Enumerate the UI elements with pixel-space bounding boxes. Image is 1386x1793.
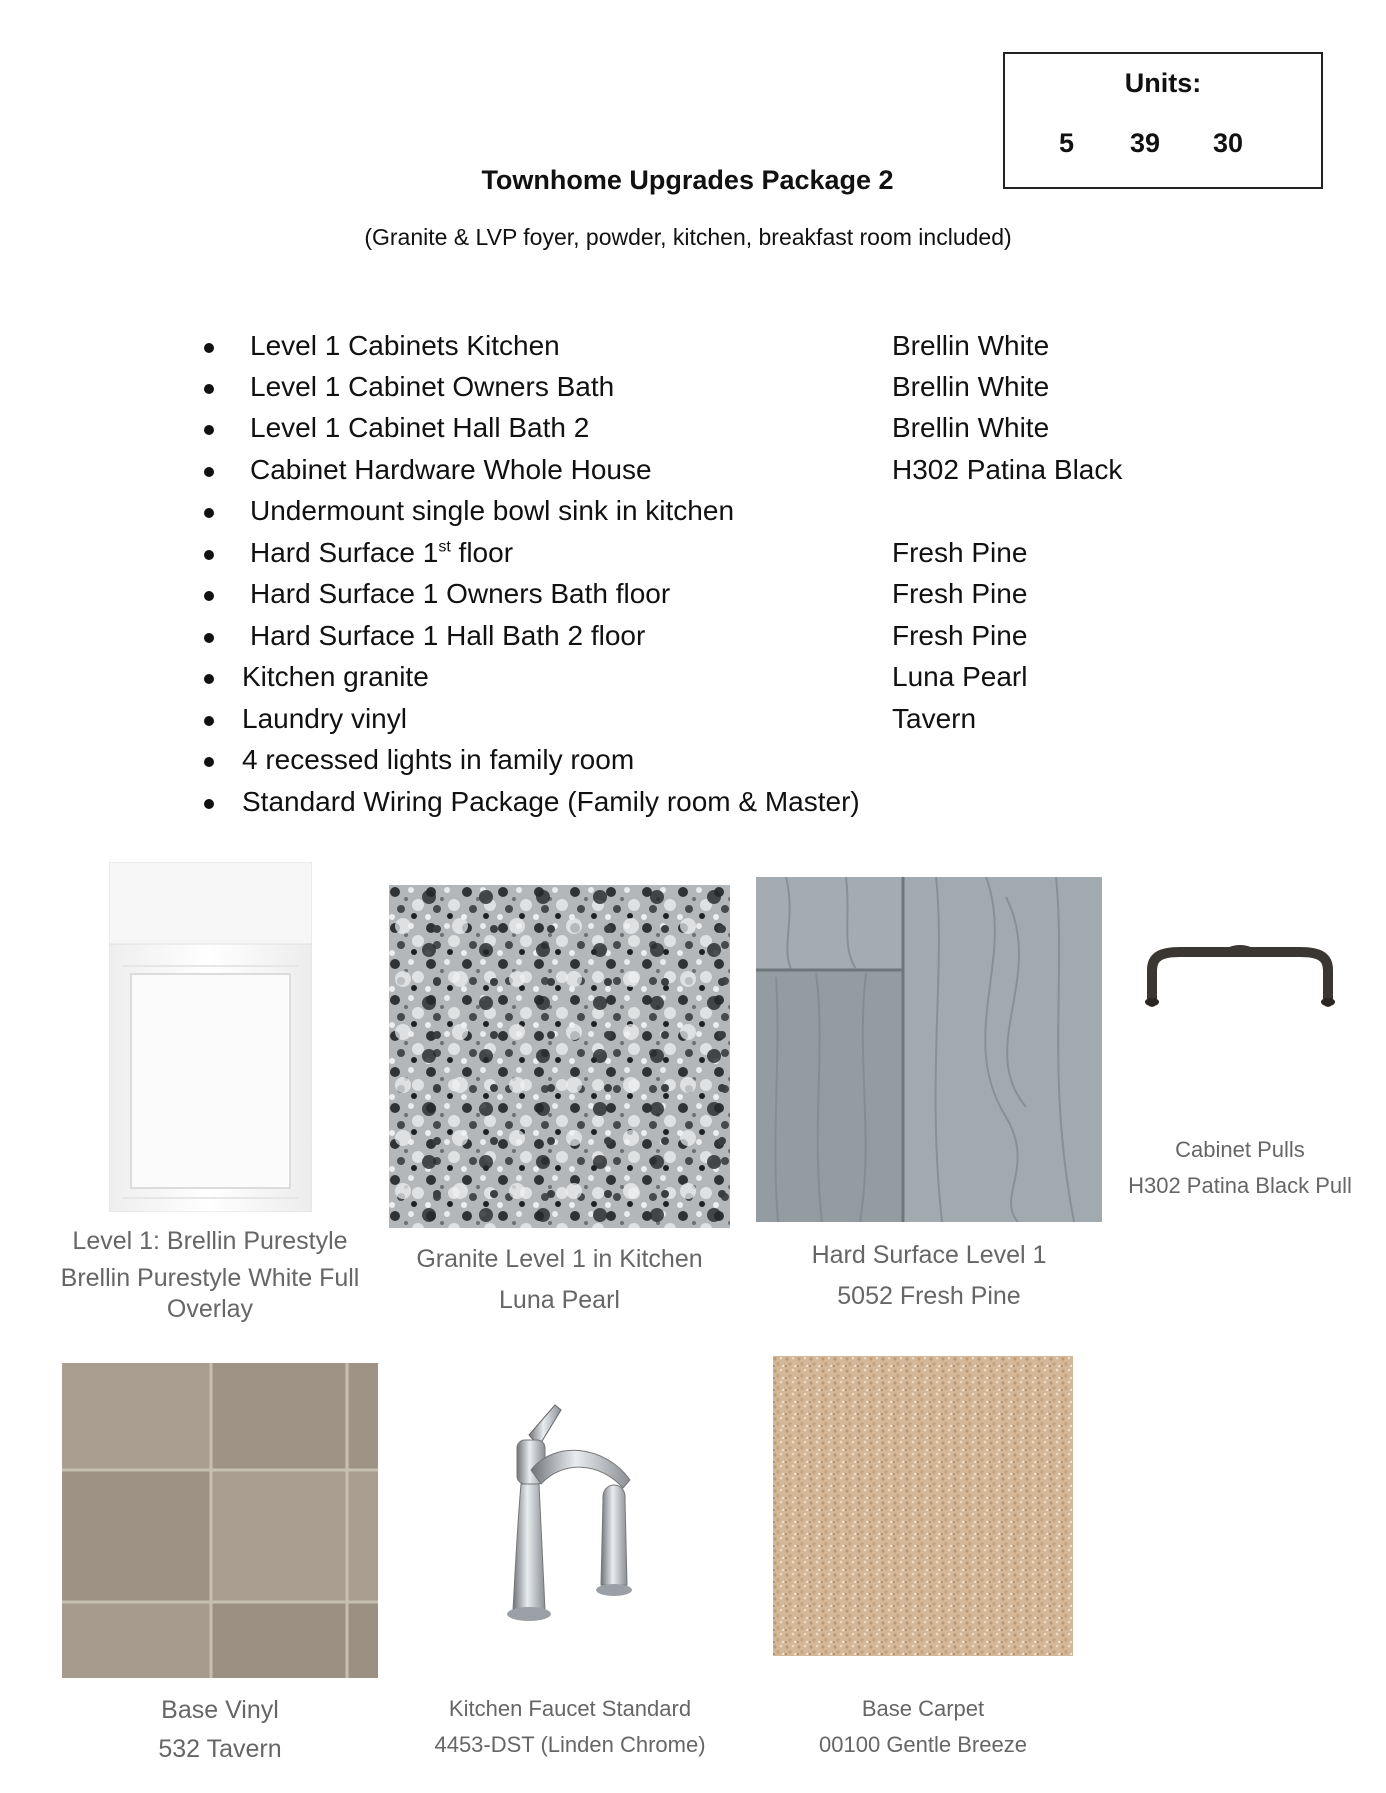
spec-row: [0, 371, 1386, 411]
spec-value: Brellin White: [892, 371, 1050, 402]
spec-item: Standard Wiring Package (Family room & Master): [242, 786, 860, 817]
spec-value: Fresh Pine: [892, 578, 1028, 609]
page-title: Townhome Upgrades Package 2: [481, 165, 894, 195]
spec-value: Brellin White: [892, 330, 1050, 361]
spec-row: [0, 703, 1386, 743]
cabinet-pulls-caption: [1120, 1136, 1360, 1200]
faucet-caption: [420, 1695, 720, 1759]
caption-line: Cabinet Pulls: [1175, 1137, 1305, 1162]
spec-item: Level 1 Cabinet Hall Bath 2: [250, 412, 590, 443]
caption-line: Base Vinyl: [161, 1696, 279, 1724]
bullet-icon: [204, 425, 214, 435]
caption-line: Granite Level 1 in Kitchen: [416, 1245, 703, 1273]
unit-value: 30: [1213, 128, 1244, 158]
caption-line: 5052 Fresh Pine: [837, 1282, 1021, 1310]
spec-value: Fresh Pine: [892, 537, 1028, 568]
bullet-icon: [204, 633, 214, 643]
spec-item: Hard Surface 1 Owners Bath floor: [250, 578, 671, 609]
bullet-icon: [204, 467, 214, 477]
page-subtitle: (Granite & LVP foyer, powder, kitchen, breakfast room included): [364, 224, 1012, 250]
cabinet-pull-image: [1140, 940, 1340, 1010]
unit-value: 39: [1130, 128, 1161, 158]
bullet-icon: [204, 508, 214, 518]
caption-line: H302 Patina Black Pull: [1128, 1173, 1352, 1198]
spec-item: Kitchen granite: [242, 661, 429, 692]
spec-item: Cabinet Hardware Whole House: [250, 454, 652, 485]
granite-caption: [389, 1244, 730, 1316]
spec-item: Hard Surface 1 Hall Bath 2 floor: [250, 620, 646, 651]
bullet-icon: [204, 799, 214, 809]
cabinet-caption: [40, 1226, 380, 1325]
cabinet-door-image: [109, 862, 312, 1212]
caption-line: Brellin Purestyle White Full: [60, 1264, 360, 1292]
spec-value: Tavern: [892, 703, 977, 734]
spec-row: [0, 786, 1386, 826]
bullet-icon: [204, 384, 214, 394]
caption-line: Hard Surface Level 1: [811, 1241, 1047, 1269]
vinyl-caption: [62, 1695, 378, 1765]
bullet-icon: [204, 757, 214, 767]
caption-line: Overlay: [166, 1295, 254, 1323]
spec-item: Laundry vinyl: [242, 703, 407, 734]
spec-row: [0, 412, 1386, 452]
bullet-icon: [204, 550, 214, 560]
spec-row: [0, 454, 1386, 494]
spec-item: Level 1 Cabinets Kitchen: [250, 330, 560, 361]
spec-row: [0, 537, 1386, 577]
caption-line: Kitchen Faucet Standard: [448, 1696, 692, 1721]
bullet-icon: [204, 343, 214, 353]
carpet-caption: [773, 1695, 1073, 1759]
spec-row: [0, 620, 1386, 660]
spec-item: 4 recessed lights in family room: [242, 744, 635, 775]
spec-row: [0, 495, 1386, 535]
caption-line: Base Carpet: [861, 1696, 985, 1721]
spec-value: Brellin White: [892, 412, 1050, 443]
bullet-icon: [204, 674, 214, 684]
faucet-image: [455, 1400, 685, 1630]
granite-image: [389, 885, 730, 1228]
hard-surface-caption: [756, 1240, 1102, 1312]
units-label: Units:: [1124, 68, 1202, 98]
vinyl-image: [62, 1363, 378, 1678]
caption-line: 00100 Gentle Breeze: [819, 1732, 1027, 1757]
spec-value: Fresh Pine: [892, 620, 1028, 651]
hard-surface-image: [756, 877, 1102, 1222]
spec-row: [0, 330, 1386, 370]
caption-line: 4453-DST (Linden Chrome): [434, 1732, 706, 1757]
spec-value: Luna Pearl: [892, 661, 1028, 692]
bullet-icon: [204, 591, 214, 601]
carpet-image: [773, 1356, 1073, 1656]
caption-line: Level 1: Brellin Purestyle: [72, 1227, 348, 1255]
unit-value: 5: [1059, 128, 1075, 158]
caption-line: 532 Tavern: [158, 1735, 282, 1763]
spec-row: [0, 744, 1386, 784]
spec-value: H302 Patina Black: [892, 454, 1123, 485]
spec-item: Undermount single bowl sink in kitchen: [250, 495, 735, 526]
bullet-icon: [204, 716, 214, 726]
spec-item: Hard Surface 1st floor: [250, 537, 514, 568]
spec-row: [0, 578, 1386, 618]
spec-item: Level 1 Cabinet Owners Bath: [250, 371, 615, 402]
caption-line: Luna Pearl: [499, 1286, 620, 1314]
spec-row: [0, 661, 1386, 701]
